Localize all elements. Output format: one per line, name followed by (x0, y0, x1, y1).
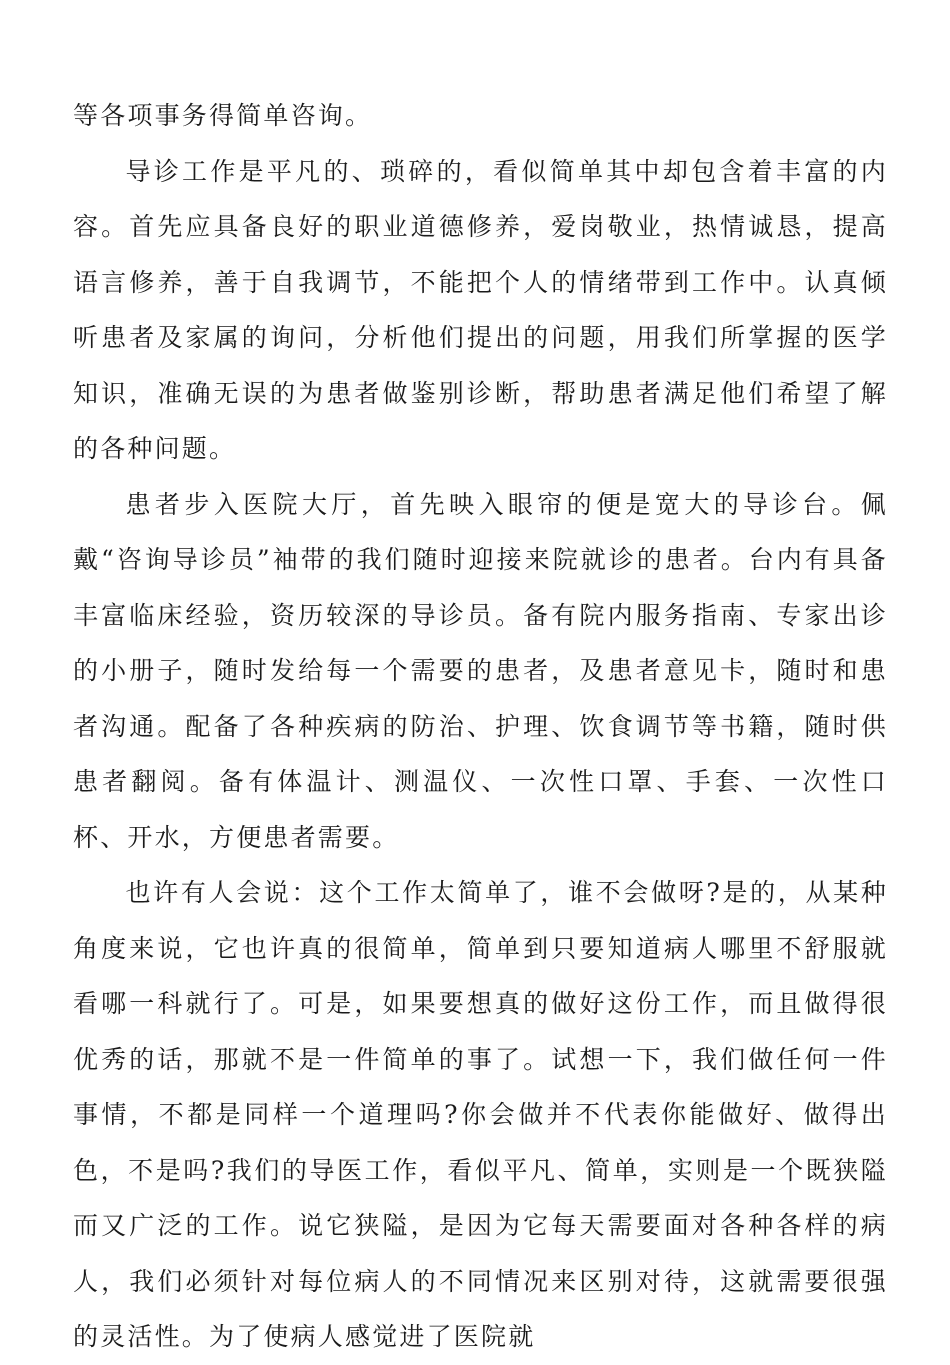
paragraph-hospital-lobby: 患者步入医院大厅，首先映入眼帘的便是宽大的导诊台。佩戴“咨询导诊员”袖带的我们随时迎接来院就诊的患者。台内有具备丰富临床经验，资历较深的导诊员。备有院内服务指南、专家出诊的小册子，随时发给每一个需要的患者，及患者意见卡，随时和患者沟通。配备了各种疾病的防治、护理、饮食调节等书籍，随时供患者翻阅。备有体温计、测温仪、一次性口罩、手套、一次性口杯、开水，方便患者需要。 (73, 489, 888, 852)
paragraph-guide-work: 导诊工作是平凡的、琐碎的，看似简单其中却包含着丰富的内容。首先应具备良好的职业道德修养，爱岗敬业，热情诚恳，提高语言修养，善于自我调节，不能把个人的情绪带到工作中。认真倾听患者及家属的询问，分析他们提出的问题，用我们所掌握的医学知识，准确无误的为患者做鉴别诊断，帮助患者满足他们希望了解的各种问题。 (73, 156, 888, 463)
document-body (73, 88, 888, 1365)
paragraph-continuation: 等各项事务得简单咨询。 (73, 101, 373, 130)
paragraph-simple-work: 也许有人会说：这个工作太简单了，谁不会做呀?是的，从某种角度来说，它也许真的很简单，简单到只要知道病人哪里不舒服就看哪一科就行了。可是，如果要想真的做好这份工作，而且做得很优秀的话，那就不是一件简单的事了。试想一下，我们做任何一件事情，不都是同样一个道理吗?你会做并不代表你能做好、做得出色，不是吗?我们的导医工作，看似平凡、简单，实则是一个既狭隘而又广泛的工作。说它狭隘，是因为它每天需要面对各种各样的病人，我们必须针对每位病人的不同情况来区别对待，这就需要很强的灵活性。为了使病人感觉进了医院就 (73, 878, 888, 1351)
